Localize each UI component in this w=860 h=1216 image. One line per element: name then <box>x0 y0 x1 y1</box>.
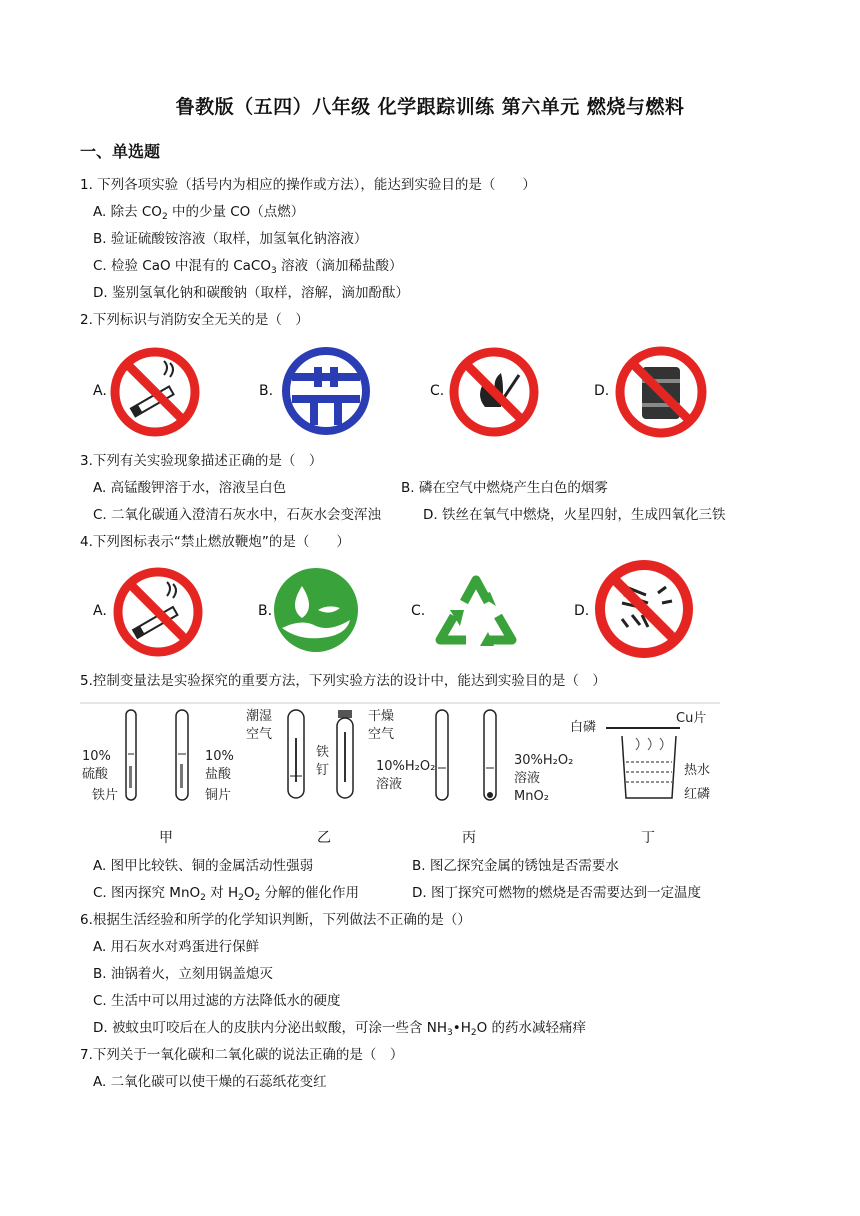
q5-stem: 5.控制变量法是实验探究的重要方法，下列实验方法的设计中，能达到实验目的是（ ） <box>80 673 606 689</box>
q2-label-c: C. <box>430 383 445 399</box>
q4-label-c: C. <box>411 603 426 619</box>
caption-bing: 丙 <box>462 830 476 846</box>
no-smoking-sign-icon <box>108 345 202 439</box>
bing-mno2-label: MnO₂ <box>514 789 549 804</box>
yi-mid-label-2: 钉 <box>316 763 330 778</box>
q2-label-d: D. <box>594 383 610 399</box>
q6-option-c: C. 生活中可以用过滤的方法降低水的硬度 <box>93 993 341 1009</box>
caption-yi: 乙 <box>317 830 331 846</box>
q1-option-a: A. 除去 $CO_2$ 中的少量 CO（点燃） <box>93 204 305 222</box>
no-firecrackers-sign-icon <box>592 557 696 661</box>
jia-right-label-2: 盐酸 <box>205 767 232 782</box>
q5-option-a: A. 图甲比较铁、铜的金属活动性强弱 <box>93 858 314 874</box>
jia-left-label-3: 铁片 <box>92 788 119 803</box>
jia-right-label-1: 10% <box>205 749 234 764</box>
q5-option-d: D. 图丁探究可燃物的燃烧是否需要达到一定温度 <box>412 885 701 901</box>
water-saving-sign-icon <box>280 345 374 439</box>
q3-option-c: C. 二氧化碳通入澄清石灰水中，石灰水会变浑浊 <box>93 507 382 523</box>
q5-option-b: B. 图乙探究金属的锈蚀是否需要水 <box>412 858 619 874</box>
bing-left-label-2: 溶液 <box>376 777 403 792</box>
q6-option-b: B. 油锅着火，立刻用锅盖熄灭 <box>93 966 273 982</box>
q6-option-a: A. 用石灰水对鸡蛋进行保鲜 <box>93 939 260 955</box>
q3-stem: 3.下列有关实验现象描述正确的是（ ） <box>80 453 323 469</box>
yi-right-label-1: 干燥 <box>368 709 395 724</box>
q3-option-a: A. 高锰酸钾溶于水，溶液呈白色 <box>93 480 287 496</box>
q7-stem: 7.下列关于一氧化碳和二氧化碳的说法正确的是（ ） <box>80 1047 404 1063</box>
ding-bailin-label: 白磷 <box>570 720 597 735</box>
experiment-figure <box>80 702 720 852</box>
ding-reshui-label: 热水 <box>684 763 711 778</box>
page-title: 鲁教版（五四）八年级 化学跟踪训练 第六单元 燃烧与燃料 <box>175 96 685 118</box>
yi-left-label-1: 潮湿 <box>246 709 273 724</box>
q1-stem: 1. 下列各项实验（括号内为相应的操作或方法），能达到实验目的是（ ） <box>80 177 536 193</box>
q4-stem: 4.下列图标表示“禁止燃放鞭炮”的是（ ） <box>80 534 350 550</box>
no-open-flame-sign-icon <box>447 345 541 439</box>
caption-jia: 甲 <box>159 830 173 846</box>
yi-left-label-2: 空气 <box>246 727 273 742</box>
q5-option-c: C. 图丙探究 MnO$_2$ 对 $H_2O_2$ 分解的催化作用 <box>93 885 360 903</box>
jia-left-label-2: 硫酸 <box>82 767 109 782</box>
q1-option-b: B. 验证硫酸铵溶液（取样，加氢氧化钠溶液） <box>93 231 368 247</box>
bing-left-label-1: 10%H₂O₂ <box>376 759 436 774</box>
bing-right-label-2: 溶液 <box>514 771 541 786</box>
water-drop-logo-icon <box>272 566 360 654</box>
jia-right-label-3: 铜片 <box>205 788 232 803</box>
q6-stem: 6.根据生活经验和所学的化学知识判断，下列做法不正确的是（） <box>80 912 471 928</box>
q2-label-a: A. <box>93 383 107 399</box>
caption-ding: 丁 <box>641 830 655 846</box>
no-flammable-barrel-sign-icon <box>612 343 710 441</box>
q2-stem: 2.下列标识与消防安全无关的是（ ） <box>80 312 309 328</box>
section-heading: 一、单选题 <box>80 142 161 161</box>
recycle-sign-icon <box>428 566 524 654</box>
q6-option-d: D. 被蚊虫叮咬后在人的皮肤内分泌出蚁酸，可涂一些含 $NH_3•H_2O$ 的药水减轻痛痒 <box>93 1020 587 1038</box>
q4-label-b: B. <box>258 603 273 619</box>
yi-mid-label-1: 铁 <box>316 745 330 760</box>
q3-option-b: B. 磷在空气中燃烧产生白色的烟雾 <box>401 480 608 496</box>
q3-option-d: D. 铁丝在氧气中燃烧，火星四射，生成四氧化三铁 <box>423 507 726 523</box>
q1-option-d: D. 鉴别氢氧化钠和碳酸钠（取样，溶解，滴加酚酞） <box>93 285 409 301</box>
bing-right-label-1: 30%H₂O₂ <box>514 753 574 768</box>
no-smoking-sign-icon <box>110 564 206 660</box>
q7-option-a: A. 二氧化碳可以使干燥的石蕊纸花变红 <box>93 1074 327 1090</box>
q4-label-a: A. <box>93 603 107 619</box>
q1-option-c: C. 检验 CaO 中混有的 CaCO$_3$ 溶液（滴加稀盐酸） <box>93 258 403 276</box>
yi-right-label-2: 空气 <box>368 727 395 742</box>
q2-label-b: B. <box>259 383 274 399</box>
jia-left-label-1: 10% <box>82 749 111 764</box>
ding-cu-label: Cu片 <box>676 711 707 726</box>
ding-honglin-label: 红磷 <box>684 787 711 802</box>
q4-label-d: D. <box>574 603 590 619</box>
